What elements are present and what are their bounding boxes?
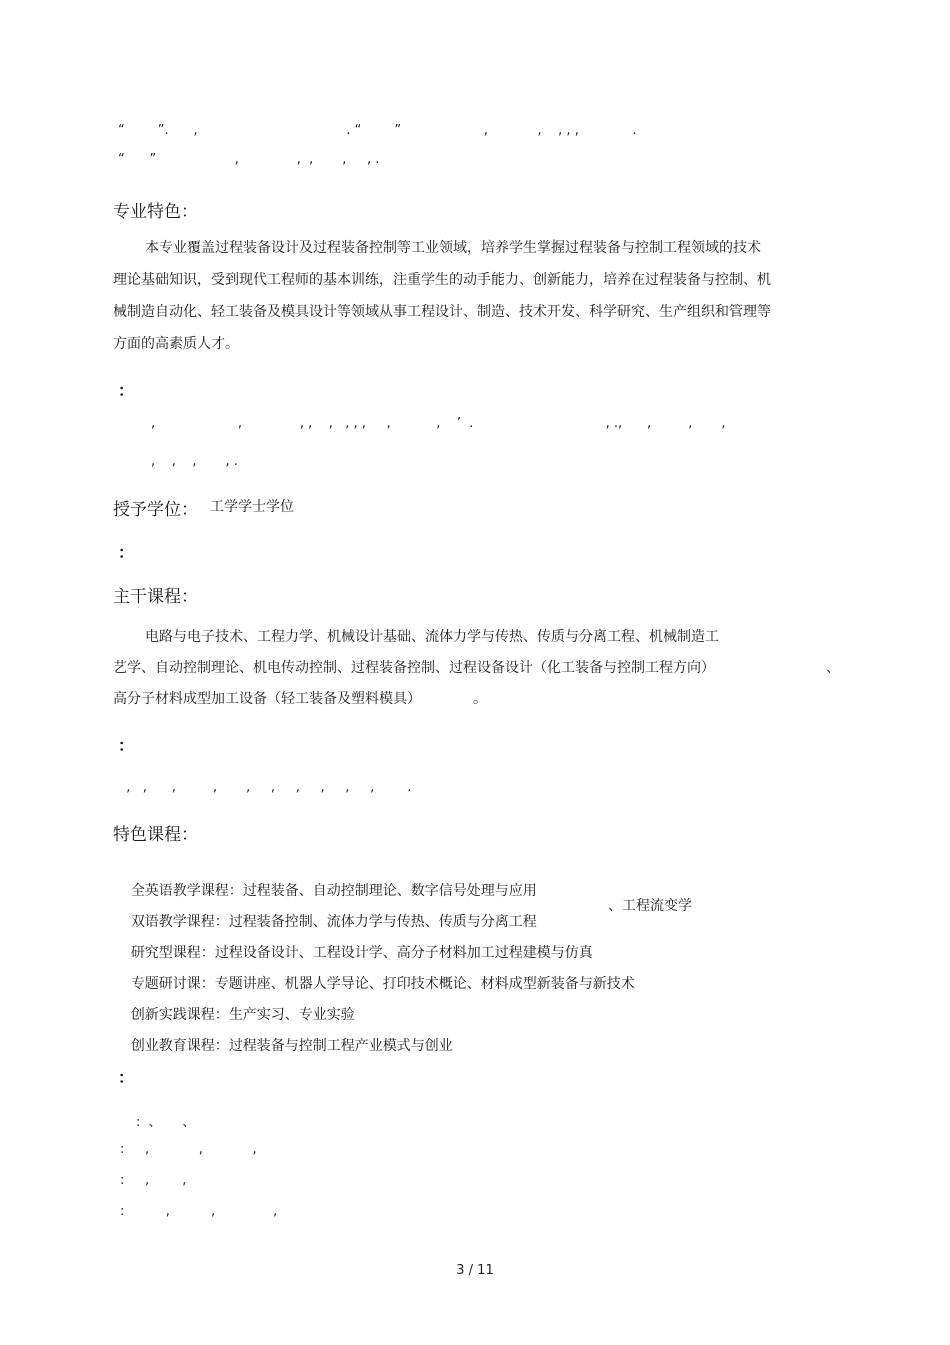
course-category-label: 全英语教学课程： bbox=[130, 883, 243, 899]
main-courses-line: 高分子材料成型加工设备（轻工装备及塑料模具） bbox=[113, 691, 421, 707]
main-courses-line: 艺学、自动控制理论、机电传动控制、过程装备控制、过程设备设计（化工装备与控制工程方向） bbox=[113, 660, 715, 676]
punct-line: : , , bbox=[120, 1173, 187, 1188]
course-category-label: 创业教育课程： bbox=[130, 1038, 229, 1054]
course-list: 专题讲座、机器人学导论、打印技术概论、材料成型新装备与新技术 bbox=[214, 976, 635, 992]
punct-line: , , , , , , , , , , . bbox=[118, 780, 412, 795]
section-heading-special-courses: 特色课程： bbox=[113, 825, 198, 845]
punct-line: , , , , . bbox=[118, 454, 238, 469]
punct-line: : 、 、 bbox=[136, 1115, 196, 1130]
course-category-label: 专题研讨课： bbox=[130, 976, 215, 992]
page-number: 3 / 11 bbox=[456, 1263, 494, 1278]
punct-line: : , , , bbox=[120, 1142, 257, 1157]
degree-value: 工学学士学位 bbox=[210, 499, 294, 515]
special-course-item bbox=[113, 1019, 453, 1071]
features-paragraph: 本专业覆盖过程装备设计及过程装备控制等工业领域，培养学生掌握过程装备与控制工程领域的技术理论基础知识，受到现代工程师的基本训练，注重学生的动手能力、创新能力，培养在过程装备与控制、机械制造自动化、轻工装备及模具设计等领域从事工程设计、制造、技术开发、科学研究、生产组织和管理等方面的高素质人才。 bbox=[113, 240, 771, 352]
course-list: 过程装备控制、流体力学与传热、传质与分离工程 bbox=[228, 914, 537, 930]
section-colon-mark: ： bbox=[118, 381, 135, 400]
section-heading-degree: 授予学位： bbox=[113, 500, 198, 520]
section-colon-mark: ： bbox=[118, 736, 135, 755]
course-category-label: 双语教学课程： bbox=[130, 914, 229, 930]
course-list: 过程装备、自动控制理论、数字信号处理与应用 bbox=[242, 883, 537, 899]
main-courses-line: 电路与电子技术、工程力学、机械设计基础、流体力学与传热、传质与分离工程、机械制造工 bbox=[145, 629, 719, 645]
punct-line: : , , , bbox=[120, 1204, 278, 1219]
main-courses-line-tail: 、 bbox=[826, 660, 840, 676]
punct-line: “ ”. , . “ ” , , , , , . bbox=[118, 123, 637, 138]
course-list: 生产实习、专业实验 bbox=[228, 1007, 355, 1023]
course-list: 过程设备设计、工程设计学、高分子材料加工过程建模与仿真 bbox=[214, 945, 593, 961]
course-list: 过程装备与控制工程产业模式与创业 bbox=[228, 1038, 453, 1054]
section-colon-mark: ： bbox=[118, 1068, 135, 1087]
section-heading-main-courses: 主干课程： bbox=[113, 587, 198, 607]
main-courses-line-tail: 。 bbox=[473, 691, 487, 707]
punct-line: “ ” , , , , , . bbox=[118, 152, 380, 167]
special-course-item-tail: 、工程流变学 bbox=[608, 898, 692, 914]
section-heading-features: 专业特色： bbox=[113, 202, 198, 222]
course-category-label: 创新实践课程： bbox=[130, 1007, 229, 1023]
course-category-label: 研究型课程： bbox=[130, 945, 215, 961]
section-colon-mark: ： bbox=[118, 543, 135, 562]
punct-line: , , , , , , , , , , ’ . , ., , , , bbox=[118, 416, 726, 431]
